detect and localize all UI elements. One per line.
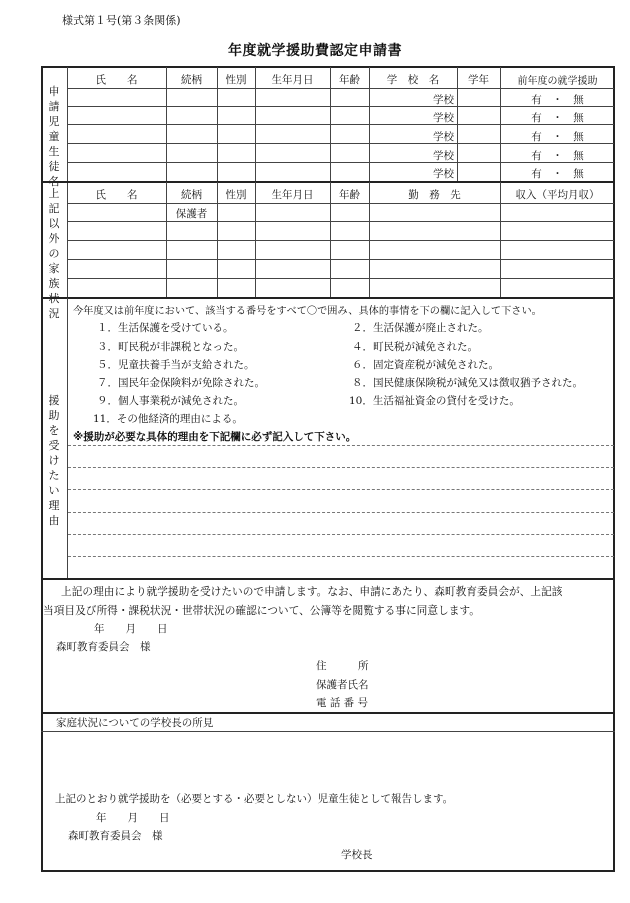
reason-option[interactable]: ５．児童扶養手当が支給された。 — [97, 359, 255, 371]
guardian-relation: 保護者 — [175, 208, 208, 220]
reason-option[interactable]: ４．町民税が減免された。 — [352, 341, 478, 353]
phone-label: 電 話 番 号 — [316, 697, 369, 709]
reason-option[interactable]: ９．個人事業税が減免された。 — [97, 395, 244, 407]
family-col-birthdate: 生年月日 — [271, 189, 314, 201]
reason-option[interactable]: １．生活保護を受けている。 — [97, 322, 234, 334]
consent-addressee: 森町教育委員会 様 — [56, 641, 151, 653]
school-suffix: 学校 — [433, 112, 454, 124]
school-suffix: 学校 — [433, 94, 454, 106]
family-col-age: 年齢 — [339, 189, 360, 201]
family-side-label: 上 記 以 外 の 家 族 状 況 — [48, 187, 60, 320]
col-header-school: 学 校 名 — [386, 74, 440, 86]
family-col-relation: 続柄 — [181, 189, 202, 201]
address-label: 住 所 — [316, 660, 369, 672]
family-col-sex: 性別 — [225, 189, 247, 201]
col-header-sex: 性別 — [225, 74, 247, 86]
school-suffix: 学校 — [433, 168, 454, 180]
guardian-name-label: 保護者氏名 — [316, 679, 369, 691]
family-col-workplace: 勤 務 先 — [408, 189, 461, 201]
principal-label: 学校長 — [341, 849, 373, 861]
consent-line-2: 当項目及び所得・課税状況・世帯状況の確認について、公簿等を閲覧する事に同意します。 — [43, 604, 480, 617]
col-header-relation: 続柄 — [181, 74, 202, 86]
col-header-name: 氏 名 — [95, 74, 138, 86]
col-header-prev-aid: 前年度の就学援助 — [517, 76, 598, 87]
prev-aid-choice[interactable]: 有 ・ 無 — [531, 112, 584, 124]
reason-option[interactable]: 11．その他経済的理由による。 — [93, 413, 243, 425]
col-header-grade: 学年 — [468, 74, 489, 86]
principal-addressee: 森町教育委員会 様 — [68, 830, 163, 842]
family-col-name: 氏 名 — [95, 189, 138, 201]
consent-line-1: 上記の理由により就学援助を受けたいので申請します。なお、申請にあたり、森町教育委員会が、上記該 — [61, 585, 563, 598]
applicant-side-label: 申 請 児 童 生 徒 名 — [48, 85, 60, 188]
principal-date[interactable]: 年 月 日 — [96, 812, 170, 824]
prev-aid-choice[interactable]: 有 ・ 無 — [531, 131, 584, 143]
prev-aid-choice[interactable]: 有 ・ 無 — [531, 94, 584, 106]
reasons-note: ※援助が必要な具体的理由を下記欄に必ず記入して下さい。 — [73, 431, 357, 443]
reason-option[interactable]: ８．国民健康保険税が減免又は徴収猶予された。 — [352, 377, 583, 389]
col-header-birthdate: 生年月日 — [271, 74, 314, 86]
col-header-age: 年齢 — [339, 74, 360, 86]
prev-aid-choice[interactable]: 有 ・ 無 — [531, 150, 584, 162]
prev-aid-choice[interactable]: 有 ・ 無 — [531, 168, 584, 180]
reasons-side-label: 援 助 を 受 け た い 理 由 — [48, 394, 60, 527]
family-col-income: 収入（平均月収） — [515, 189, 600, 201]
form-number: 様式第１号(第３条関係) — [62, 14, 181, 27]
reason-option[interactable]: 10．生活福祉資金の貸付を受けた。 — [349, 395, 520, 407]
consent-date[interactable]: 年 月 日 — [94, 623, 168, 635]
reason-option[interactable]: ７．国民年金保険料が免除された。 — [97, 377, 265, 389]
reasons-instruction: 今年度又は前年度において、該当する番号をすべて〇で囲み、具体的事情を下の欄に記入して下さい。 — [73, 306, 542, 317]
principal-heading: 家庭状況についての学校長の所見 — [56, 717, 214, 729]
principal-report: 上記のとおり就学援助を（必要とする・必要としない）児童生徒として報告します。 — [55, 793, 454, 805]
school-suffix: 学校 — [433, 131, 454, 143]
school-suffix: 学校 — [433, 150, 454, 162]
reason-option[interactable]: ３．町民税が非課税となった。 — [97, 341, 244, 353]
reason-option[interactable]: ６．固定資産税が減免された。 — [352, 359, 499, 371]
reason-option[interactable]: ２．生活保護が廃止された。 — [352, 322, 489, 334]
form-title: 年度就学援助費認定申請書 — [228, 43, 402, 59]
